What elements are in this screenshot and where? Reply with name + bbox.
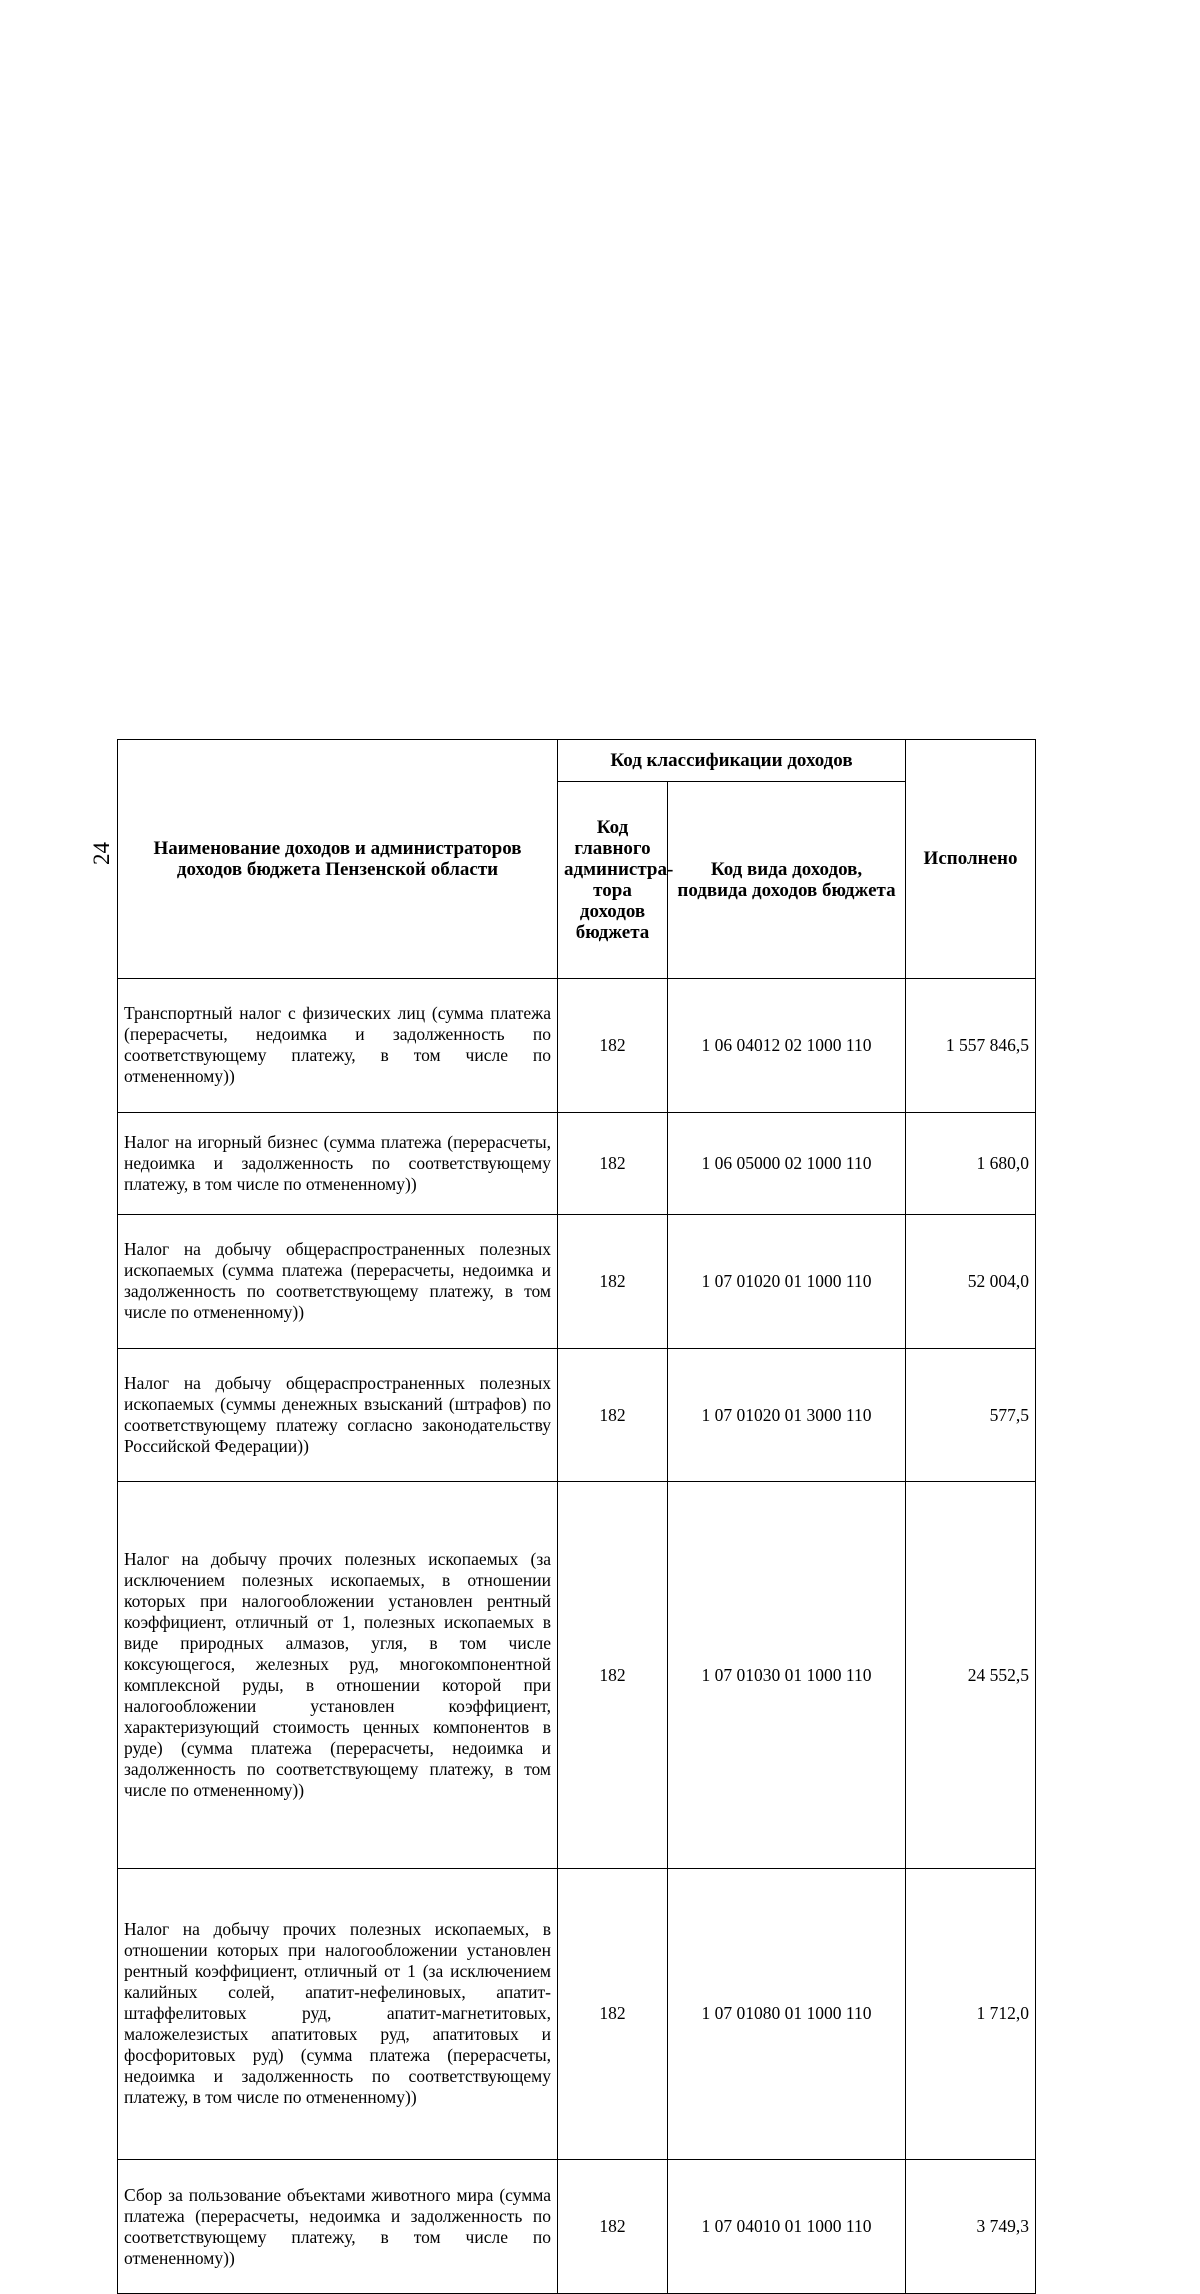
income-code-cell: 1 07 04010 01 1000 110	[668, 2160, 906, 2294]
executed-amount-cell: 52 004,0	[906, 1214, 1036, 1348]
header-executed-column: Исполнено	[906, 740, 1036, 979]
admin-code-cell: 182	[558, 1482, 668, 1868]
admin-code-cell: 182	[558, 1214, 668, 1348]
income-code-cell: 1 07 01020 01 1000 110	[668, 1214, 906, 1348]
admin-code-cell: 182	[558, 978, 668, 1112]
table-row	[118, 978, 1036, 1112]
table-row	[118, 1348, 1036, 1482]
income-name-cell: Налог на добычу общераспространенных полезных ископаемых (суммы денежных взысканий (штрафов) по соответствующему платежу согласно законодательству Российской Федерации))	[118, 1348, 558, 1482]
income-name-cell: Налог на добычу прочих полезных ископаемых, в отношении которых при налогообложении установлен рентный коэффициент, отличный от 1 (за исключением калийных солей, апатит-нефелиновых, апатит-штаффелитовых руд, апатит-магнетитовых, маложелезистых апатитовых руд, апатитовых и фосфоритовых руд) (сумма платежа (перерасчеты, недоимка и задолженность по соответствующему платежу, в том числе по отмененному))	[118, 1868, 558, 2160]
admin-code-cell: 182	[558, 1348, 668, 1482]
income-name-cell: Налог на добычу прочих полезных ископаемых (за исключением полезных ископаемых, в отношении которых при налогообложении установлен рентный коэффициент, отличный от 1, полезных ископаемых в виде природных алмазов, угля, в том числе коксующегося, железных руд, многокомпонентной комплексной руды, в отношении которой при налогообложении установлен коэффициент, характеризующий стоимость ценных компонентов в руде) (сумма платежа (перерасчеты, недоимка и задолженность по соответствующему платежу, в том числе по отмененному))	[118, 1482, 558, 1868]
executed-amount-cell: 1 557 846,5	[906, 978, 1036, 1112]
revenue-table	[117, 739, 1036, 2294]
executed-amount-cell: 3 749,3	[906, 2160, 1036, 2294]
income-name-cell: Транспортный налог с физических лиц (сумма платежа (перерасчеты, недоимка и задолженность по соответствующему платежу, в том числе по отмененному))	[118, 978, 558, 1112]
executed-amount-cell: 1 712,0	[906, 1868, 1036, 2160]
income-code-cell: 1 06 04012 02 1000 110	[668, 978, 906, 1112]
table-row	[118, 1112, 1036, 1214]
header-name-column: Наименование доходов и администраторов доходов бюджета Пензенской области	[118, 740, 558, 979]
table-row	[118, 2160, 1036, 2294]
admin-code-cell: 182	[558, 2160, 668, 2294]
executed-amount-cell: 24 552,5	[906, 1482, 1036, 1868]
executed-amount-cell: 577,5	[906, 1348, 1036, 1482]
table-row	[118, 1214, 1036, 1348]
executed-amount-cell: 1 680,0	[906, 1112, 1036, 1214]
page-number: 24	[89, 842, 114, 865]
table-header-row	[118, 740, 1036, 782]
income-code-cell: 1 07 01020 01 3000 110	[668, 1348, 906, 1482]
table-row	[118, 1482, 1036, 1868]
income-code-cell: 1 07 01030 01 1000 110	[668, 1482, 906, 1868]
header-classification-group: Код классификации доходов	[558, 740, 906, 782]
table-row	[118, 1868, 1036, 2160]
admin-code-cell: 182	[558, 1112, 668, 1214]
income-code-cell: 1 07 01080 01 1000 110	[668, 1868, 906, 2160]
income-code-cell: 1 06 05000 02 1000 110	[668, 1112, 906, 1214]
admin-code-cell: 182	[558, 1868, 668, 2160]
header-admin-code-column: Код главного администра-тора доходов бюджета	[558, 782, 668, 979]
income-name-cell: Налог на добычу общераспространенных полезных ископаемых (сумма платежа (перерасчеты, недоимка и задолженность по соответствующему платежу, в том числе по отмененному))	[118, 1214, 558, 1348]
header-income-type-column: Код вида доходов, подвида доходов бюджета	[668, 782, 906, 979]
income-name-cell: Сбор за пользование объектами животного мира (сумма платежа (перерасчеты, недоимка и задолженность по соответствующему платежу, в том числе по отмененному))	[118, 2160, 558, 2294]
income-name-cell: Налог на игорный бизнес (сумма платежа (перерасчеты, недоимка и задолженность по соответствующему платежу, в том числе по отмененному))	[118, 1112, 558, 1214]
rotated-page-content	[117, 76, 1029, 2268]
